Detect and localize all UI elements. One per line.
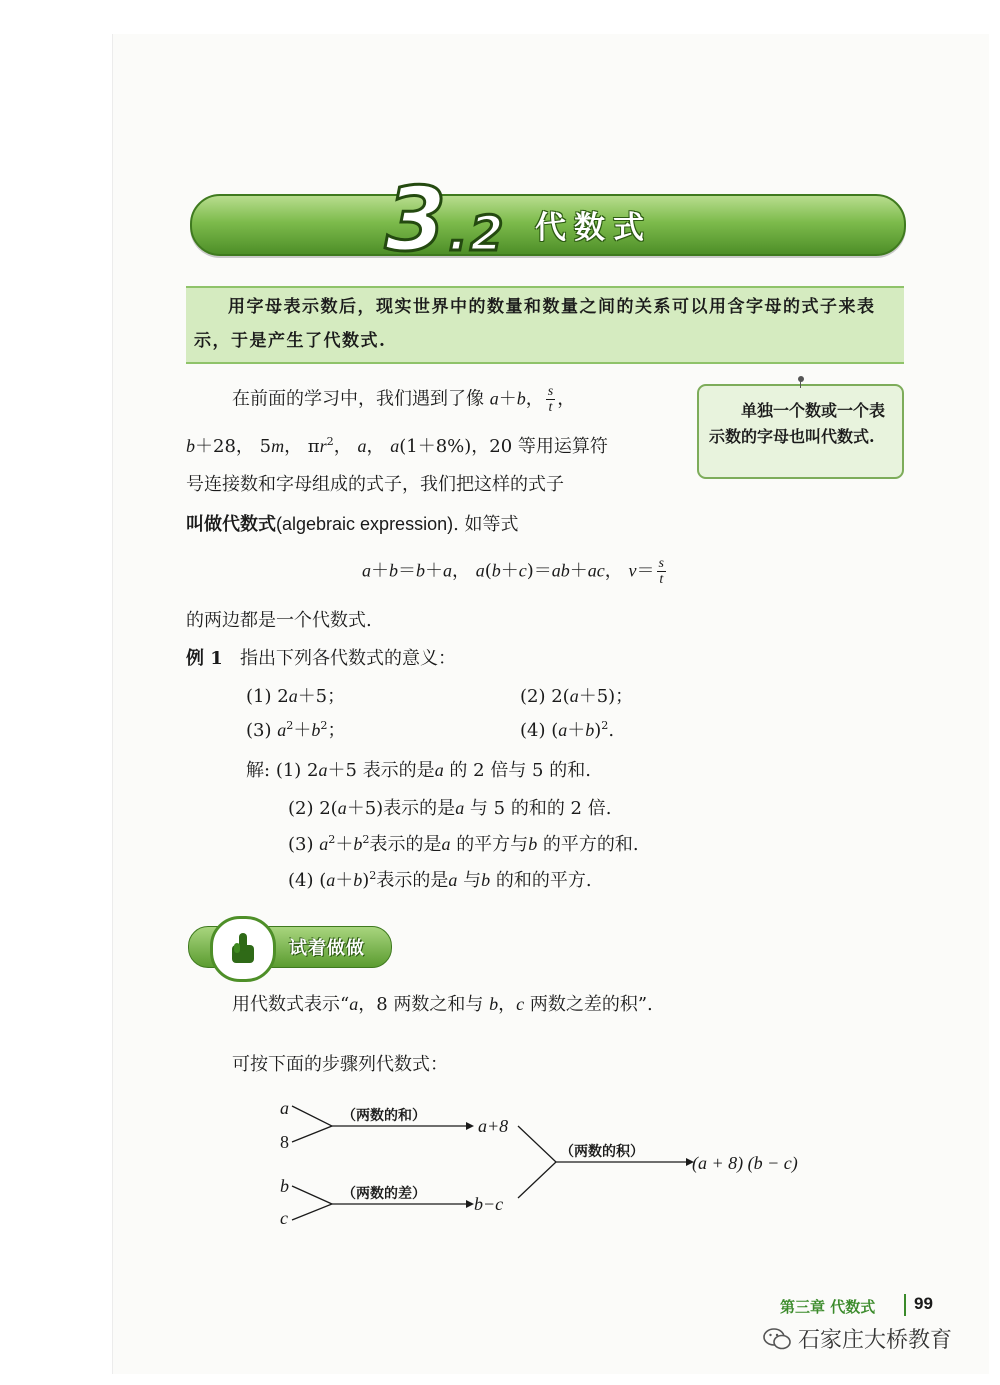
solution-1-tail: 的 2 倍与 5 的和. xyxy=(449,760,591,781)
intro-text: 用字母表示数后，现实世界中的数量和数量之间的关系可以用含字母的式子来表示，于是产生了代数式. xyxy=(194,297,876,351)
body-line-2-text: 等用运算符 xyxy=(517,436,608,457)
fraction-v: $\frac{s}{t}$ xyxy=(658,556,664,587)
body-line-1-text: 在前面的学习中，我们遇到了像 xyxy=(232,388,484,410)
note-pin-icon xyxy=(798,376,804,382)
solution-2: (2) 2(a＋5)表示的是a 与 5 的和的 2 倍. xyxy=(288,798,612,819)
body-line-4 xyxy=(186,510,519,536)
body-line-3: 号连接数和字母组成的式子，我们把这样的式子 xyxy=(186,474,564,495)
term-english: (algebraic expression) xyxy=(276,514,454,534)
expression-flow-diagram xyxy=(270,1090,830,1240)
solution-4-text: 表示的是 xyxy=(376,870,449,891)
task-post: 两数之差的积”. xyxy=(529,994,653,1015)
solution-label: 解: xyxy=(246,760,271,781)
diagram-b: b xyxy=(280,1176,289,1196)
diagram-sum-result: a+8 xyxy=(478,1116,509,1136)
try-it-label: 试着做做 xyxy=(289,938,365,959)
diff-merge-lines xyxy=(292,1186,332,1220)
term-algebraic-expression: 叫做代数式 xyxy=(186,514,276,535)
item-4-label: (4) xyxy=(520,720,546,741)
item-3-label: (3) xyxy=(246,720,272,741)
example-label: 例 1 xyxy=(186,648,223,669)
wechat-icon xyxy=(762,1327,792,1351)
intro-box xyxy=(186,286,904,364)
task-pre: 用代数式表示“ xyxy=(232,994,350,1015)
example-item-3: (3) $a^2+b^2$； xyxy=(246,719,346,741)
diagram-diff-result: b−c xyxy=(474,1194,504,1214)
sum-merge-lines xyxy=(292,1106,332,1142)
section-number xyxy=(385,170,525,270)
solution-1-label: (1) xyxy=(275,760,302,781)
hand-pointing-icon xyxy=(210,916,276,982)
section-title: 代数式 xyxy=(535,210,652,246)
task-mid: 两数之和与 xyxy=(393,994,484,1015)
diagram-8: 8 xyxy=(280,1132,289,1152)
body-line-2: b＋28， 5m， $\pi r^2$， a， a(1＋8%)，20 等用运算符 xyxy=(186,435,608,457)
footer-divider xyxy=(904,1294,906,1316)
fraction-s-over-t: $\frac{s}{t}$ xyxy=(547,384,554,415)
solution-3-label: (3) xyxy=(288,834,314,855)
solution-1-text: 表示的是 xyxy=(362,760,435,781)
solution-3-text: 表示的是 xyxy=(369,834,442,855)
display-equations: a＋b＝b＋a， a(b＋c)＝ab＋ac， v＝ $\frac{s}{t}$ xyxy=(362,556,664,587)
body-line-4-tail: . 如等式 xyxy=(453,514,519,535)
diagram-sum-label: （两数的和） xyxy=(342,1108,426,1124)
item-1-label: (1) xyxy=(246,686,272,707)
watermark xyxy=(762,1323,952,1354)
solution-1: 解: (1) 2a＋5 表示的是a 的 2 倍与 5 的和. xyxy=(246,760,591,781)
page-number: 99 xyxy=(914,1294,933,1313)
solution-4-label: (4) xyxy=(288,870,314,891)
example-1-heading xyxy=(186,644,456,670)
side-note-text: 单独一个数或一个表示数的字母也叫代数式. xyxy=(709,401,886,446)
watermark-text: 石家庄大桥教育 xyxy=(798,1328,953,1353)
example-item-1: (1) 2a＋5； xyxy=(246,686,346,707)
solution-2-text: 表示的是 xyxy=(383,798,456,819)
body-line-5: 的两边都是一个代数式. xyxy=(186,610,372,631)
diagram-diff-label: （两数的差） xyxy=(342,1186,426,1202)
body-line-1: 在前面的学习中，我们遇到了像 a＋b， $\frac{s}{t}$ ， xyxy=(232,384,576,415)
solution-3-mid: 的平方与 xyxy=(456,834,529,855)
diagram-a: a xyxy=(280,1098,289,1118)
solution-2-label: (2) xyxy=(288,798,314,819)
solution-4-mid: 与 xyxy=(463,870,482,891)
diagram-prod-label: （两数的积） xyxy=(560,1144,644,1160)
product-merge-lines xyxy=(518,1126,556,1198)
footer-chapter: 第三章 代数式 xyxy=(780,1298,876,1316)
steps-intro: 可按下面的步骤列代数式： xyxy=(232,1054,448,1075)
solution-2-tail: 与 5 的和的 2 倍. xyxy=(469,798,612,819)
solution-3: (3) $a^2+b^2$表示的是a 的平方与b 的平方的和. xyxy=(288,833,639,855)
section-number-major: 3 xyxy=(385,168,447,271)
solution-3-tail: 的平方的和. xyxy=(542,834,639,855)
side-note xyxy=(697,384,904,479)
diagram-final-result: (a + 8) (b − c) xyxy=(692,1153,798,1173)
solution-4-tail: 的和的平方. xyxy=(495,870,592,891)
diagram-c: c xyxy=(280,1208,288,1228)
section-number-dot: . xyxy=(448,203,468,263)
try-it-task: 用代数式表示“a，8 两数之和与 b，c 两数之差的积”. xyxy=(232,994,653,1015)
solution-4: (4) $(a+b)^2$表示的是a 与b 的和的平方. xyxy=(288,869,592,891)
example-prompt: 指出下列各代数式的意义： xyxy=(239,648,456,669)
example-item-4: (4) $(a+b)^2$. xyxy=(520,719,615,741)
item-2-label: (2) xyxy=(520,686,546,707)
example-item-2: (2) 2(a＋5)； xyxy=(520,686,634,707)
note-pin-line xyxy=(800,381,801,388)
section-number-minor: 2 xyxy=(470,206,504,262)
